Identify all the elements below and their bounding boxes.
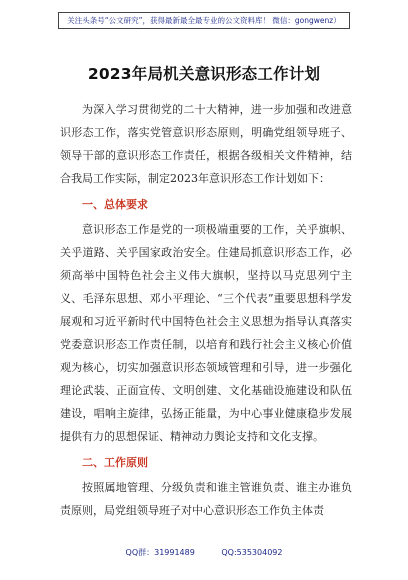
intro-paragraph: 为深入学习贯彻党的二十大精神，进一步加强和改进意识形态工作，落实党管意识形态原则，明确党组领导班子、领导干部的意识形态工作责任，根据各级相关文件精神，结合我局工作实际，制定2023年意识形态工作计划如下： xyxy=(60,103,352,185)
header-banner-wrap xyxy=(0,8,408,29)
document-title: 2023年局机关意识形态工作计划 xyxy=(87,65,321,83)
page-footer xyxy=(0,547,408,558)
section-paragraph-overall-requirements: 意识形态工作是党的一项极端重要的工作，关乎旗帜、关乎道路、关乎国家政治安全。住建局抓意识形态工作，必须高举中国特色社会主义伟大旗帜，坚持以马克思列宁主义、毛泽东思想、邓小平理论、“三个代表”重要思想科学发展观和习近平新时代中国特色社会主义思想为指导认真落实党委意识形态工作责任制，以培育和践行社会主义核心价值观为核心，切实加强意识形态领域管理和引导，进一步强化理论武装、正面宣传、文明创建、文化基础设施建设和队伍建设，唱响主旋律，弘扬正能量，为中心事业健康稳步发展提供有力的思想保证、精神动力舆论支持和文化支撑。 xyxy=(60,223,352,443)
section-paragraph-work-principles: 按照属地管理、分级负责和谁主管谁负责、谁主办谁负责原则，局党组领导班子对中心意识形态工作负主体责 xyxy=(60,481,352,517)
document-body xyxy=(60,98,352,522)
section-heading-work-principles: 二、工作原则 xyxy=(82,456,148,469)
section-heading-overall-requirements: 一、总体要求 xyxy=(82,198,148,211)
footer-qq: QQ:535304092 xyxy=(221,548,283,557)
header-banner: 关注头条号“公文研究”，获得最新最全最专业的公文资料库！ 微信：gongwenz） xyxy=(58,12,349,29)
footer-qq-group: QQ群：31991489 xyxy=(125,548,195,557)
